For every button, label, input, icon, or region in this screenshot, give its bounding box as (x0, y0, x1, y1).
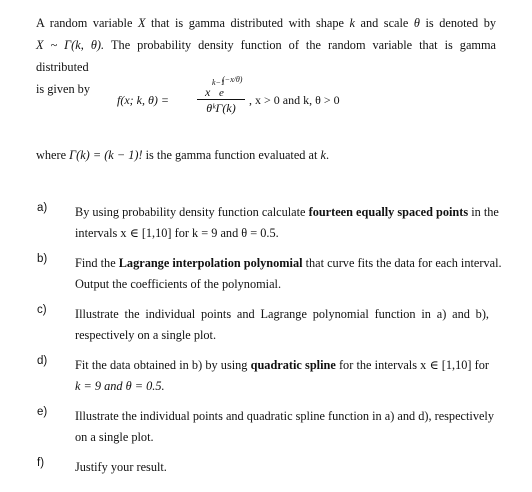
where-text: is the gamma function evaluated at (142, 148, 321, 162)
task-text-run: Fit the data obtained in b) by using (75, 358, 251, 372)
task-text-run: By using probability density function calculate (75, 205, 309, 219)
intro-line-3: is given by (36, 82, 90, 96)
task-text-run: that curve fits the data for each interval. (302, 256, 502, 270)
task-text (75, 202, 499, 244)
formula-fraction (197, 75, 245, 116)
intro-text: and scale (354, 16, 414, 30)
task-label: e) (37, 406, 48, 418)
task-label: d) (37, 355, 48, 367)
math-var-x: X (137, 16, 146, 30)
task-line-1 (75, 253, 502, 274)
gamma-notation: X ~ Γ(k, θ). (36, 38, 105, 52)
numerator-power: k−1 (212, 78, 225, 87)
task-text (75, 304, 489, 346)
numerator-x: x (205, 85, 211, 99)
intro-text: that is gamma distributed with shape (145, 16, 350, 30)
task-label: f) (37, 457, 45, 469)
numerator-exponent: (−x/θ) (222, 75, 243, 84)
task-line-1: Illustrate the individual points and Lagrange polynomial function in a) and b), (75, 307, 489, 321)
math-var-theta: θ (413, 16, 420, 30)
task-line-2: Output the coefficients of the polynomial. (75, 277, 282, 291)
math-var-k: k (349, 16, 355, 30)
where-line (36, 148, 329, 163)
task-line-2: intervals x ∈ [1,10] for k = 9 and θ = 0.5. (75, 226, 279, 240)
task-line-2: respectively on a single plot. (75, 328, 217, 342)
task-bold-run: Lagrange interpolation polynomial (118, 256, 303, 270)
task-line-1: Justify your result. (75, 460, 167, 474)
task-line-1 (75, 202, 499, 223)
intro-paragraph (36, 12, 496, 100)
task-line-1 (75, 355, 489, 376)
intro-line-2 (36, 34, 496, 78)
task-bold-run: fourteen equally spaced points (308, 205, 469, 219)
task-text (75, 355, 489, 397)
task-text-run: for the intervals x ∈ [1,10] for (335, 358, 489, 372)
task-text (75, 457, 489, 478)
numerator-e: e (219, 87, 224, 99)
math-var-k: k (320, 148, 326, 162)
task-label: b) (37, 253, 48, 265)
gamma-function-expr: Γ(k) = (k − 1)! (69, 148, 143, 162)
formula-denominator: θᵏΓ(k) (206, 101, 236, 115)
task-line-2: k = 9 and θ = 0.5. (75, 379, 165, 393)
task-text-run: Find the (75, 256, 119, 270)
task-text (75, 253, 502, 295)
task-line-1: Illustrate the individual points and quadratic spline function in a) and d), respectively (75, 409, 495, 423)
formula-condition: , x > 0 and k, θ > 0 (249, 93, 340, 107)
intro-text: is denoted by (419, 16, 496, 30)
intro-text: A random variable (36, 16, 138, 30)
task-line-2: on a single plot. (75, 430, 154, 444)
task-label: a) (37, 202, 48, 214)
formula-lhs: f(x; k, θ) = (117, 93, 169, 107)
task-bold-run: quadratic spline (250, 358, 336, 372)
formula-numerator (197, 75, 245, 99)
intro-line-1 (36, 12, 496, 34)
task-text (75, 406, 495, 448)
where-text: . (325, 148, 330, 162)
task-label: c) (37, 304, 47, 316)
intro-text: The probability density function of the random variable that is gamma distributed (36, 38, 496, 74)
where-text: where (36, 148, 70, 162)
task-text-run: in the (468, 205, 499, 219)
